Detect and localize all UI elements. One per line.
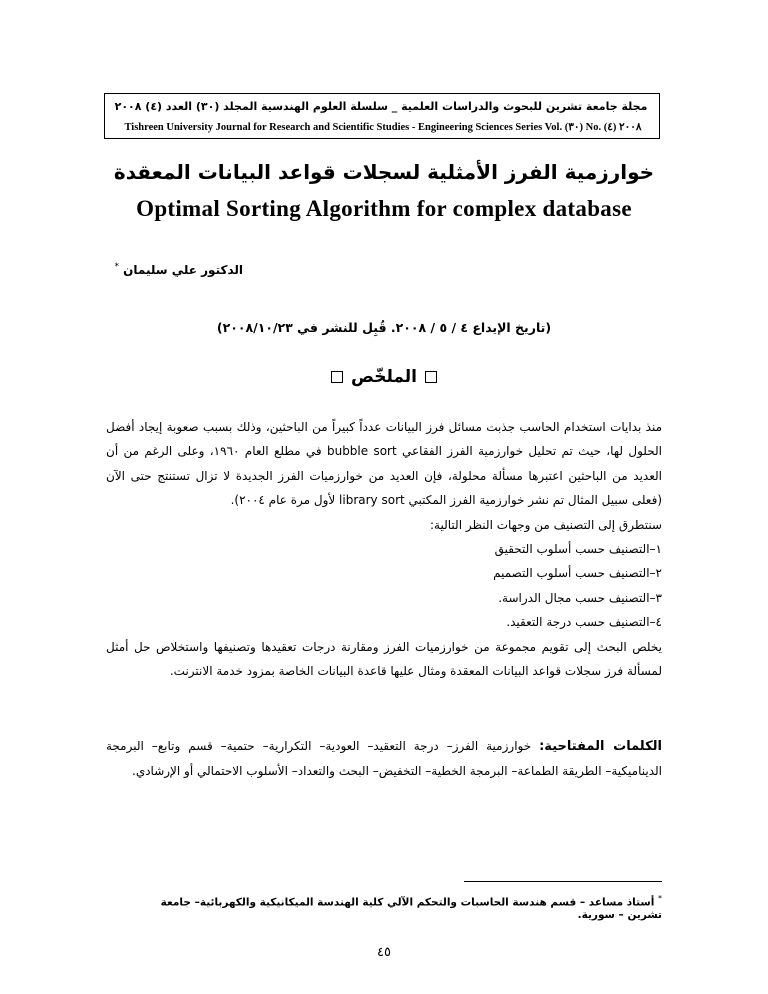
footnote-marker: * xyxy=(658,894,662,903)
footnote-text: أستاذ مساعد – قسم هندسة الحاسبات والتحكم الآلي كلية الهندسة الميكانيكية والكهربائية– جامعة تشرين – سورية. xyxy=(160,896,662,921)
footnote xyxy=(150,894,662,921)
footnote-divider xyxy=(464,881,662,882)
journal-header xyxy=(104,93,660,139)
list-item: ٤–التصنيف حسب درجة التعقيد. xyxy=(506,615,662,630)
list-item: ٢–التصنيف حسب أسلوب التصميم xyxy=(493,566,662,581)
journal-header-english: Tishreen University Journal for Research and Scientific Studies - Engineering Sciences Series Vol. (٣٠) No. (٤) ٢٠٠٨ xyxy=(124,122,642,133)
list-item: ٣–التصنيف حسب مجال الدراسة. xyxy=(498,590,662,605)
list-item: ١–التصنيف حسب أسلوب التحقيق xyxy=(494,542,662,557)
abstract-paragraph: سنتطرق إلى التصنيف من وجهات النظر التالية: xyxy=(430,517,662,532)
abstract-heading-text: الملخّص xyxy=(351,367,417,387)
abstract-paragraph xyxy=(106,415,662,513)
paper-title-english: Optimal Sorting Algorithm for complex database xyxy=(136,196,632,221)
submission-dates: (تاريخ الإيداع ٤ / ٥ / ٢٠٠٨. قُبِل للنشر في ٢٠٠٨/١٠/٢٣) xyxy=(216,320,552,335)
keywords-text: خوارزمية الفرز– درجة التعقيد– العودية– التكرارية– حتمية– قسم وتابع– البرمجة الديناميكية– الطريقة الطماعة– البرمجة الخطية– التخفيض– البحث والتعداد– الأسلوب الاحتمالي أو الإرشادي. xyxy=(106,739,662,778)
square-bullet-icon xyxy=(425,371,437,383)
term-bubble-sort: bubble sort xyxy=(326,444,397,459)
paper-title-arabic: خوارزمية الفرز الأمثلية لسجلات قواعد البيانات المعقدة xyxy=(113,160,655,184)
page-number: ٤٥ xyxy=(377,945,391,960)
author-line xyxy=(114,262,243,277)
abstract-body xyxy=(106,415,662,683)
abstract-paragraph: يخلص البحث إلى تقويم مجموعة من خوارزميات الفرز ومقارنة درجات تعقيدها وتصنيفها واستخلاص حل أمثل لمسألة فرز سجلات قواعد البيانات المعقدة ومثال عليها قاعدة البيانات الخاصة بمزود خدمة الانترنت. xyxy=(106,639,662,679)
keywords-label: الكلمات المفتاحية: xyxy=(539,739,662,754)
author-footnote-marker: * xyxy=(114,262,119,272)
author-name: الدكتور علي سليمان xyxy=(123,263,243,277)
journal-header-arabic: مجلة جامعة تشرين للبحوث والدراسات العلمية _ سلسلة العلوم الهندسية المجلد (٣٠) العدد (٤) ٢٠٠٨ xyxy=(114,100,648,113)
abstract-text: منذ بدايات استخدام الحاسب جذبت مسائل فرز البيانات عدداً كبيراً من الباحثين، وذلك بسبب صعوبة إيجاد أفضل الحلول لها، حيث تم تحليل خوارزمية الفرز الفقاعي xyxy=(106,420,662,459)
abstract-heading xyxy=(0,367,768,387)
keywords-section xyxy=(106,734,662,783)
abstract-text: لأول مرة عام ٢٠٠٤). xyxy=(230,493,340,508)
abstract-text: في مطلع العام ١٩٦٠، وعلى الرغم من أن العديد من الباحثين اعتبرها مسألة محلولة، فإن العديد من خوارزميات الفرز الجديدة لا تزال تستنتج حتى الآن (فعلى سبيل المثال تم نشر خوارزمية الفرز المكتبي xyxy=(106,444,662,508)
term-library-sort: library sort xyxy=(339,493,405,508)
square-bullet-icon xyxy=(331,371,343,383)
